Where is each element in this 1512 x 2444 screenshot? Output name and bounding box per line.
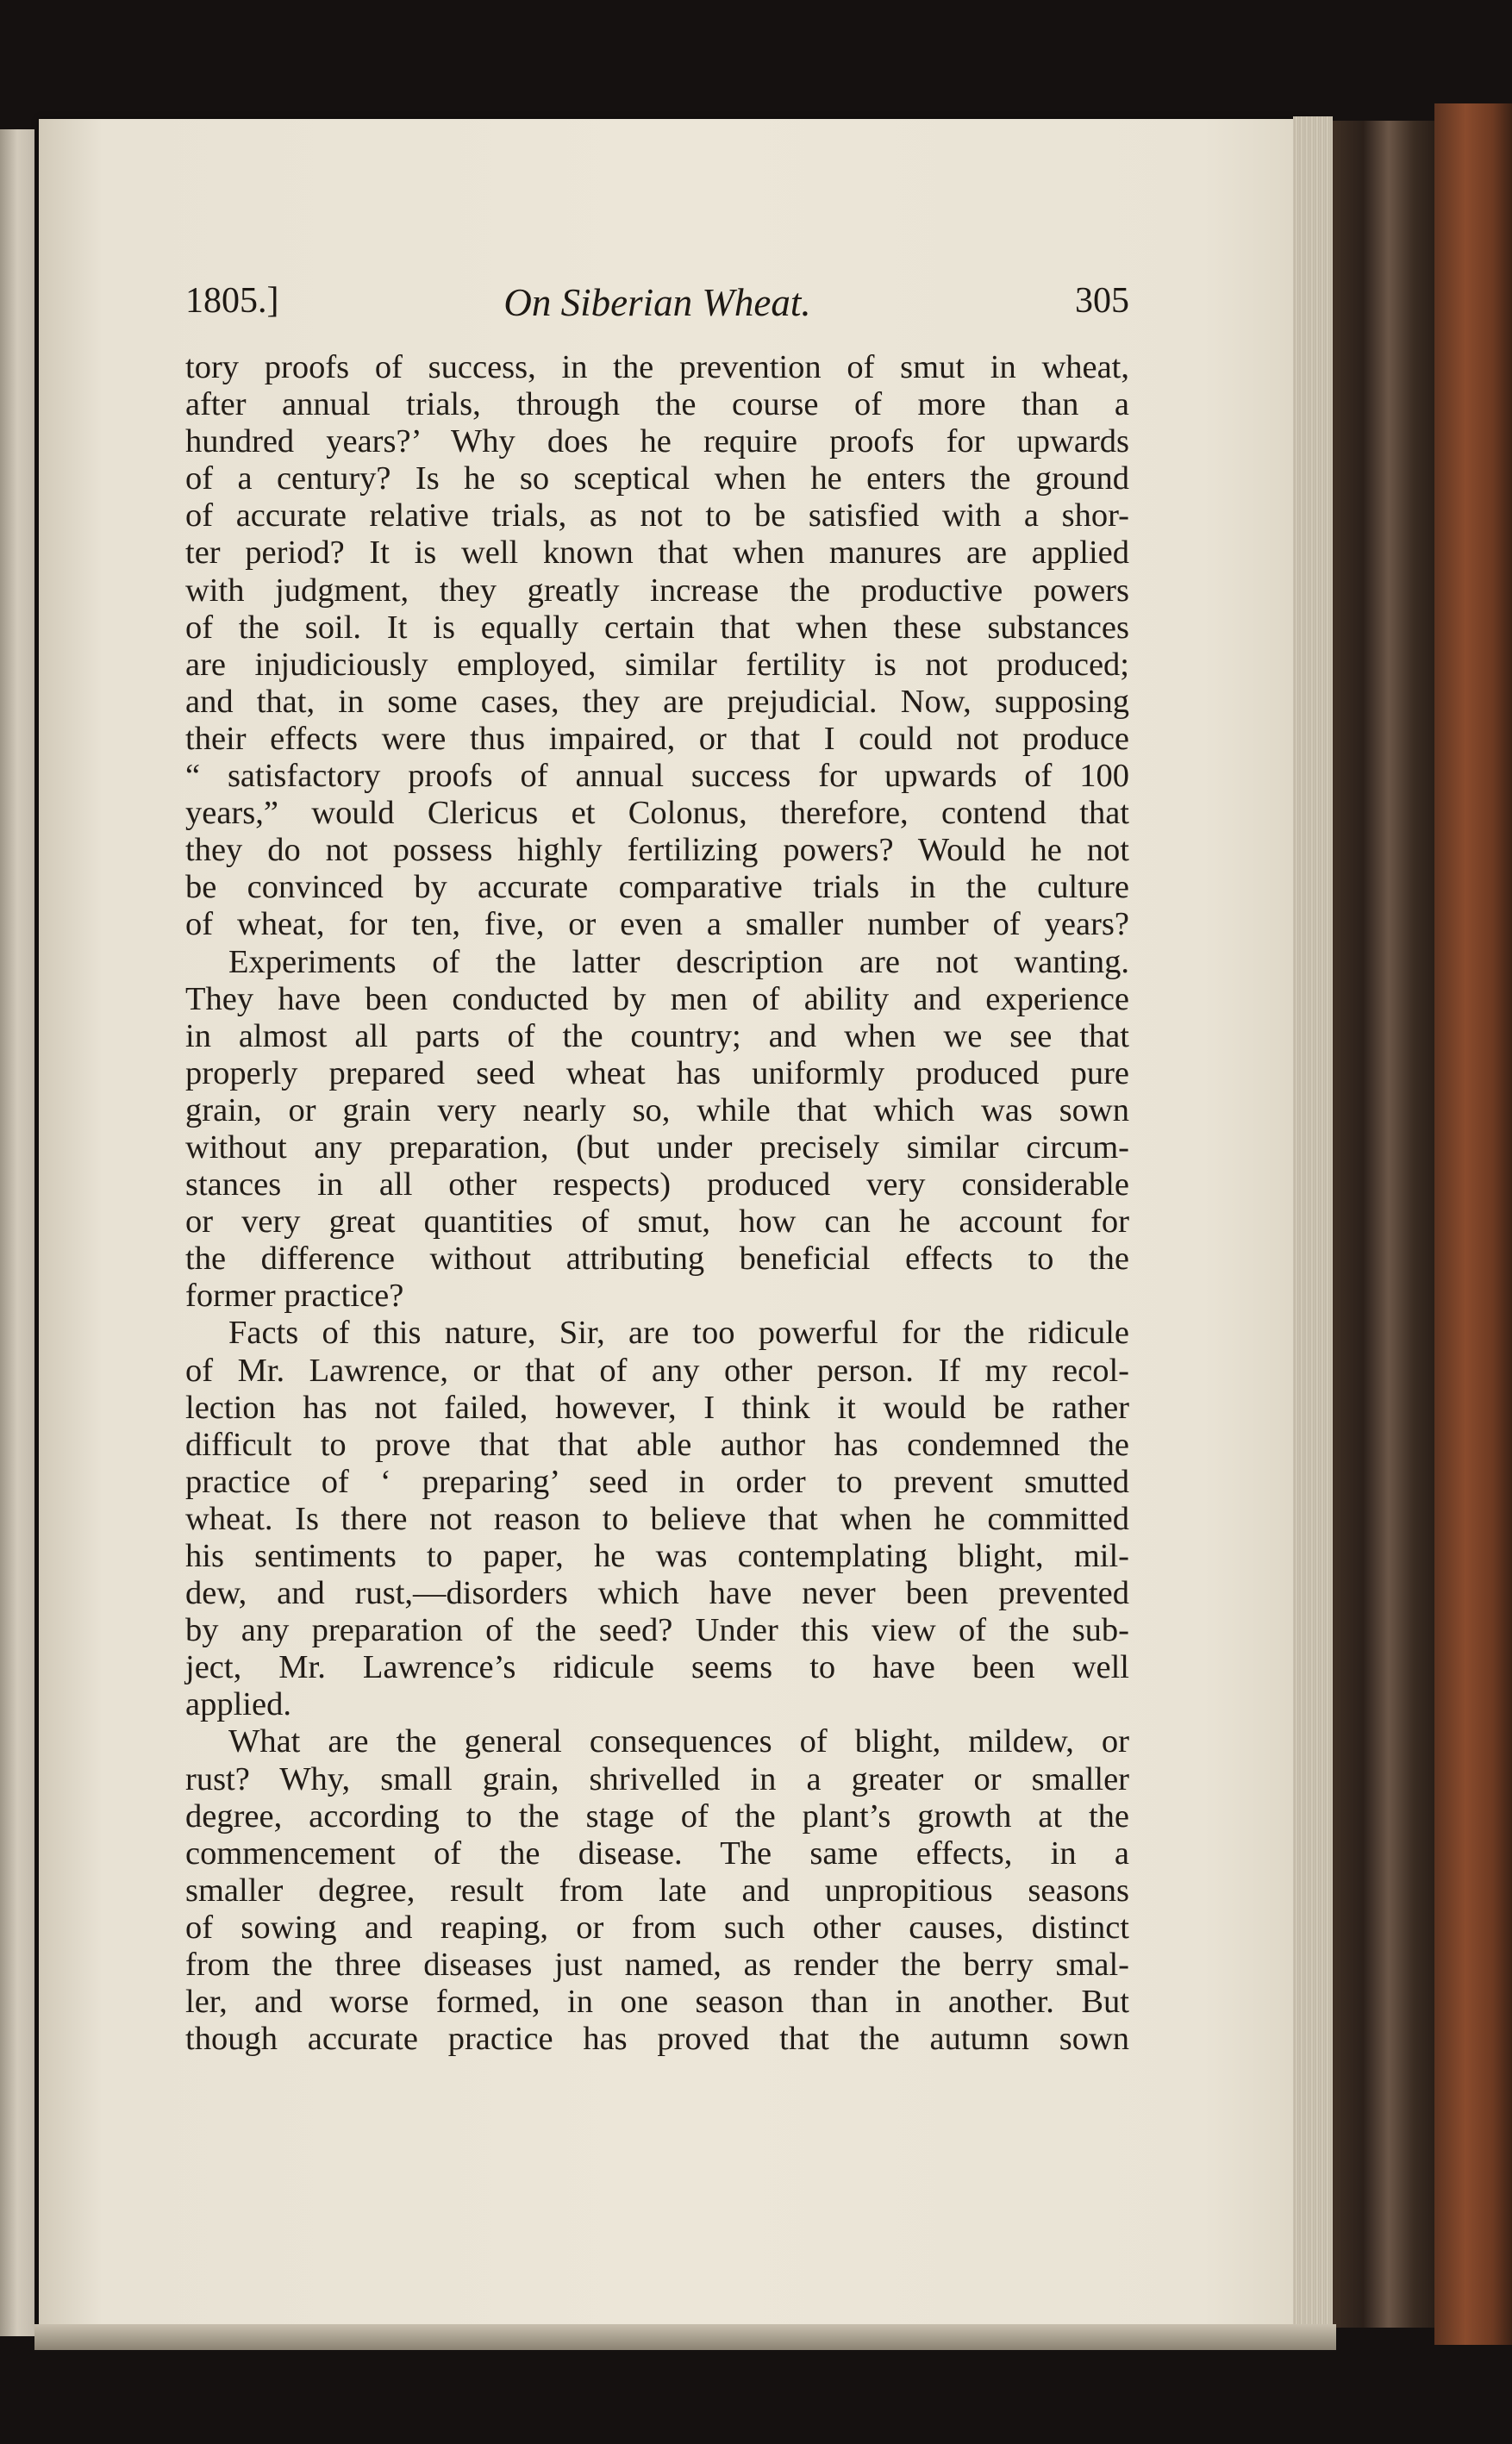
text-line: Experiments of the latter description are not wanting.: [228, 943, 1129, 980]
text-line: of a century? Is he so sceptical when he enters the ground: [185, 460, 1129, 497]
text-line: stances in all other respects) produced very considerable: [185, 1166, 1129, 1203]
text-line: grain, or grain very nearly so, while that which was sown: [185, 1091, 1129, 1128]
text-line: though accurate practice has proved that the autumn sown: [185, 2021, 1129, 2058]
page-edges: [1293, 116, 1333, 2332]
text-line: with judgment, they greatly increase the productive powers: [185, 572, 1129, 609]
facing-page-edge: [0, 129, 34, 2336]
text-line: or very great quantities of smut, how can he account for: [185, 1203, 1129, 1241]
page-number: 305: [1075, 281, 1129, 321]
text-line: and that, in some cases, they are prejudicial. Now, supposing: [185, 683, 1129, 720]
text-line: degree, according to the stage of the plant’s growth at the: [185, 1797, 1129, 1835]
text-line: they do not possess highly fertilizing powers? Would he not: [185, 832, 1129, 869]
text-line: practice of ‘ preparing’ seed in order to prevent smutted: [185, 1463, 1129, 1500]
text-line: after annual trials, through the course of more than a: [185, 386, 1129, 423]
text-line: tory proofs of success, in the prevention of smut in wheat,: [185, 349, 1129, 385]
marbled-cover-board: [1333, 121, 1434, 2328]
text-line: be convinced by accurate comparative trials in the culture: [185, 869, 1129, 906]
text-line: years,” would Clericus et Colonus, therefore, contend that: [185, 795, 1129, 832]
text-line: lection has not failed, however, I think it would be rather: [185, 1389, 1129, 1426]
text-line: of the soil. It is equally certain that when these substances: [185, 609, 1129, 646]
header-title: On Siberian Wheat.: [503, 281, 811, 324]
text-line: by any preparation of the seed? Under this view of the sub-: [185, 1612, 1129, 1649]
text-line: They have been conducted by men of ability and experience: [185, 980, 1129, 1017]
text-line: properly prepared seed wheat has uniformly produced pure: [185, 1054, 1129, 1091]
bottom-page-edge: [34, 2324, 1336, 2350]
text-line: commencement of the disease. The same effects, in a: [185, 1835, 1129, 1872]
text-line: without any preparation, (but under precisely similar circum-: [185, 1128, 1129, 1166]
text-line: of accurate relative trials, as not to be satisfied with a shor-: [185, 497, 1129, 534]
text-line: his sentiments to paper, he was contemplating blight, mil-: [185, 1538, 1129, 1574]
text-line: Facts of this nature, Sir, are too powerful for the ridicule: [228, 1315, 1129, 1352]
text-line: difficult to prove that that able author has condemned the: [185, 1426, 1129, 1463]
text-line: rust? Why, small grain, shrivelled in a greater or smaller: [185, 1760, 1129, 1797]
text-line: applied.: [185, 1686, 291, 1723]
text-line: of wheat, for ten, five, or even a smaller number of years?: [185, 906, 1129, 943]
text-line: are injudiciously employed, similar fertility is not produced;: [185, 646, 1129, 683]
text-line: ter period? It is well known that when manures are applied: [185, 534, 1129, 572]
text-line: “ satisfactory proofs of annual success for upwards of 100: [185, 758, 1129, 795]
text-line: in almost all parts of the country; and when we see that: [185, 1017, 1129, 1054]
text-line: of Mr. Lawrence, or that of any other person. If my recol-: [185, 1352, 1129, 1389]
text-line: What are the general consequences of blight, mildew, or: [228, 1723, 1129, 1760]
running-header: [185, 280, 1129, 332]
text-line: wheat. Is there not reason to believe that when he committed: [185, 1500, 1129, 1537]
text-line: former practice?: [185, 1278, 404, 1315]
text-line: ler, and worse formed, in one season than in another. But: [185, 1984, 1129, 2021]
text-line: ject, Mr. Lawrence’s ridicule seems to have been well: [185, 1649, 1129, 1686]
text-line: from the three diseases just named, as render the berry smal-: [185, 1947, 1129, 1984]
header-year: 1805.]: [185, 281, 279, 321]
text-line: smaller degree, result from late and unpropitious seasons: [185, 1872, 1129, 1909]
text-line: the difference without attributing beneficial effects to the: [185, 1241, 1129, 1278]
text-line: their effects were thus impaired, or that I could not produce: [185, 720, 1129, 757]
text-line: of sowing and reaping, or from such other causes, distinct: [185, 1909, 1129, 1946]
leather-spine: [1434, 103, 1512, 2345]
text-line: dew, and rust,—disorders which have never been prevented: [185, 1575, 1129, 1612]
text-line: hundred years?’ Why does he require proofs for upwards: [185, 423, 1129, 460]
body-text: [185, 349, 1129, 2058]
